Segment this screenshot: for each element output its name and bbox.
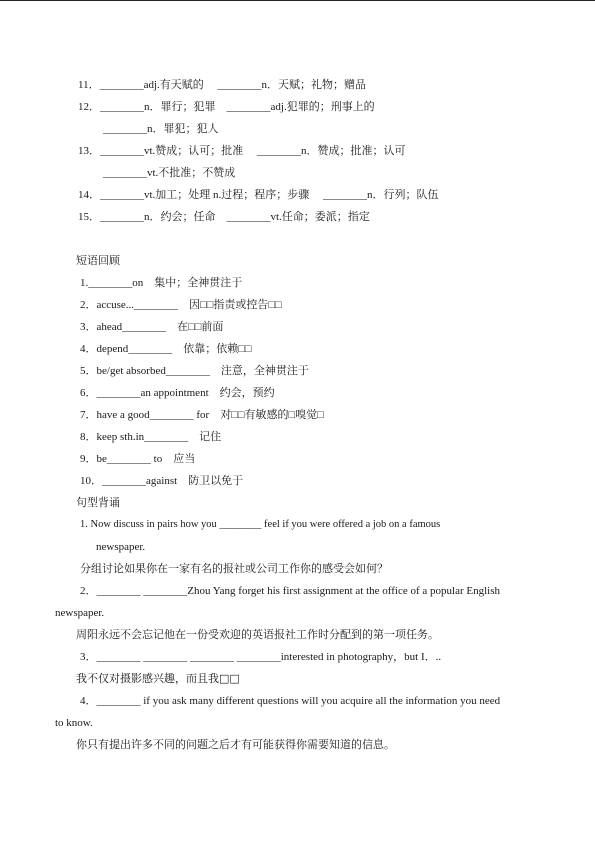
sentence-1-cn: 分组讨论如果你在一家有名的报社或公司工作你的感受会如何？ (80, 562, 388, 575)
sentence-3-en: 3．________ ________ ________ ________interested in photography，but I．.. (80, 651, 442, 663)
phrase-item: 6．________an appointment 约会，预约 (80, 387, 275, 399)
phrase-item: 5．be/get absorbed________ 注意，全神贯注于 (80, 365, 309, 377)
vocab-item-11: 11．________adj.有天赋的 ________n．天赋；礼物；赠品 (78, 79, 367, 91)
sentence-3-cn: 我不仅对摄影感兴趣，而且我□□ (76, 672, 240, 685)
sentence-4-en-cont: to know. (55, 717, 93, 729)
phrase-item: 3．ahead________ 在□□前面 (80, 321, 224, 333)
phrase-item: 2．accuse...________ 因□□指责或控告□□ (80, 299, 282, 311)
phrase-item: 1.________on 集中；全神贯注于 (80, 277, 243, 289)
sentence-4-en: 4．________ if you ask many different questions will you acquire all the information you need (80, 695, 501, 707)
vocab-item-12: 12．________n．罪行；犯罪 ________adj.犯罪的；刑事上的 (78, 101, 375, 113)
sentence-1-en: 1. Now discuss in pairs how you ________ feel if you were offered a job on a famous (80, 519, 441, 530)
vocab-item-12b: ________n．罪犯；犯人 (103, 123, 219, 135)
sentence-1-en-cont: newspaper. (96, 541, 146, 553)
sentence-2-en-cont: newspaper. (55, 607, 105, 619)
section-heading-sentences: 句型背诵 (76, 496, 120, 509)
phrase-item: 8．keep sth.in________ 记住 (80, 431, 222, 443)
vocab-item-14: 14．________vt.加工；处理 n.过程；程序；步骤 ________n．行列；队伍 (78, 189, 439, 201)
phrase-item: 9．be________ to 应当 (80, 453, 196, 465)
sentence-2-en: 2．________ ________Zhou Yang forget his first assignment at the office of a popular English (80, 585, 500, 597)
sentence-2-cn: 周阳永远不会忘记他在一份受欢迎的英语报社工作时分配到的第一项任务。 (76, 628, 439, 641)
phrase-item: 10．________against 防卫以免于 (80, 475, 244, 487)
vocab-item-13: 13．________vt.赞成；认可；批准 ________n．赞成；批准；认可 (78, 145, 406, 157)
top-border (0, 0, 595, 1)
section-heading-phrases: 短语回顾 (76, 254, 120, 267)
vocab-item-13b: ________vt.不批准；不赞成 (103, 167, 236, 179)
vocab-item-15: 15．________n．约会；任命 ________vt.任命；委派；指定 (78, 211, 370, 223)
sentence-4-cn: 你只有提出许多不同的问题之后才有可能获得你需要知道的信息。 (76, 738, 395, 751)
phrase-item: 7．have a good________ for 对□□有敏感的□嗅觉□ (80, 409, 324, 421)
phrase-item: 4．depend________ 依靠；依赖□□ (80, 343, 252, 355)
